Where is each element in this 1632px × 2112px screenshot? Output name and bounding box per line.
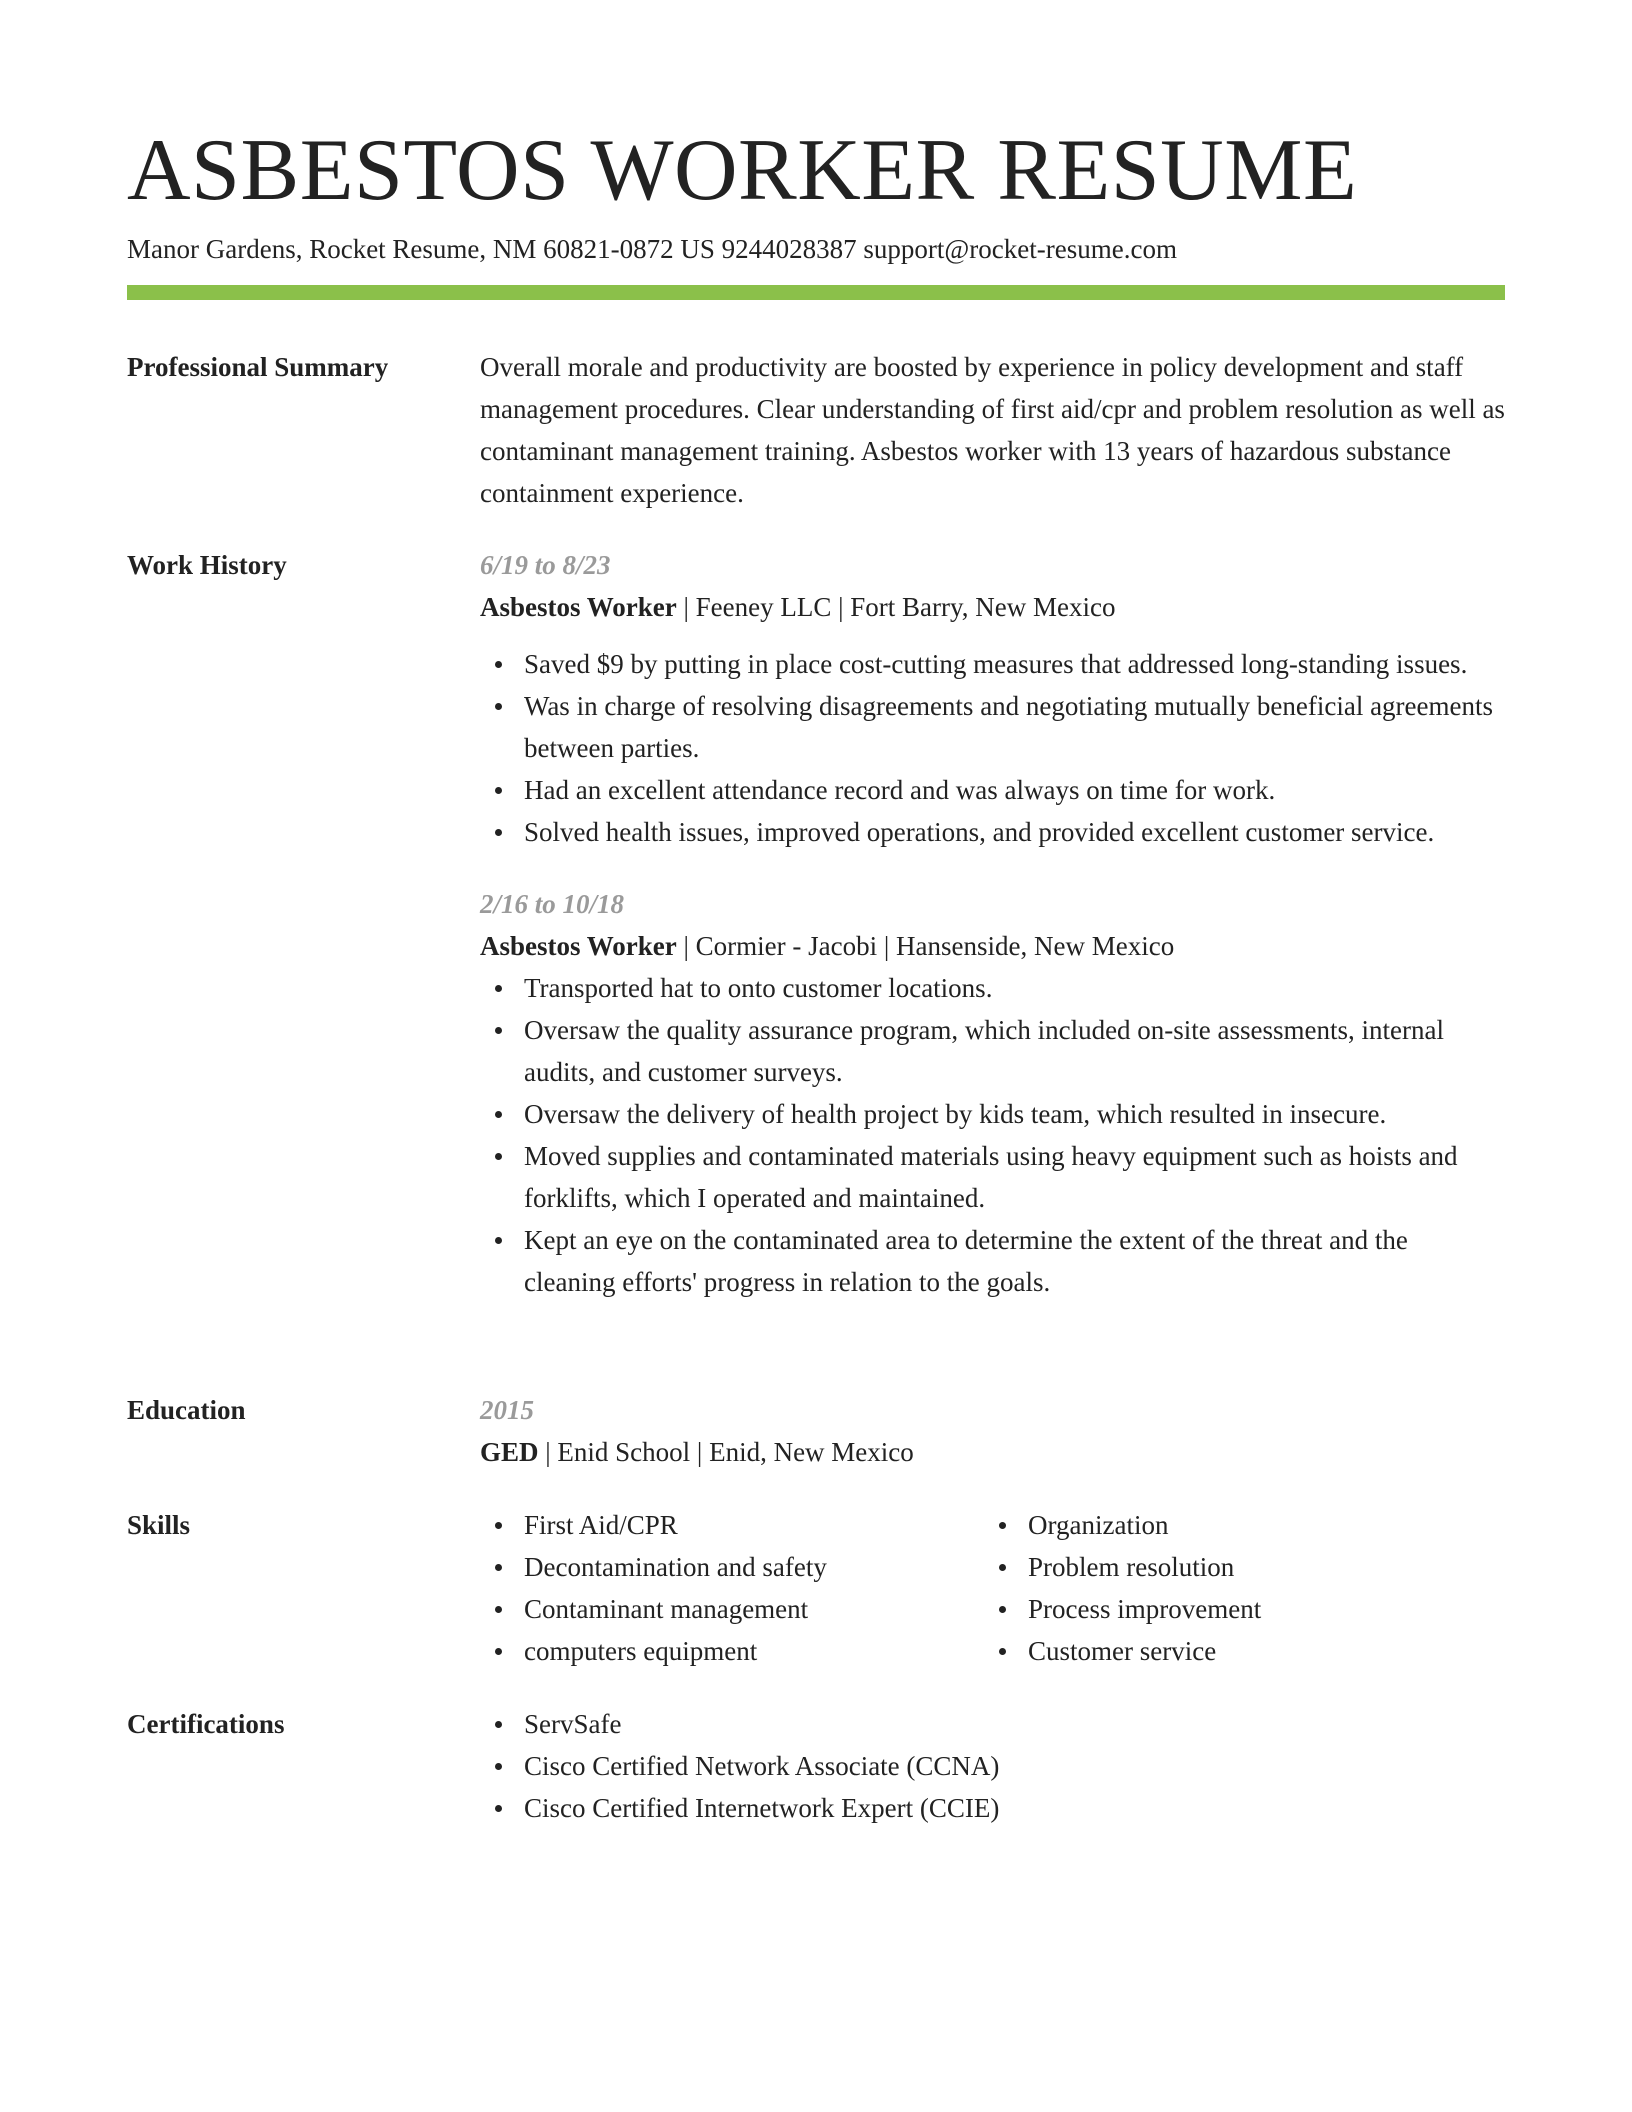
skills-column-2	[984, 1504, 1505, 1672]
contact-line: Manor Gardens, Rocket Resume, NM 60821-0872 US 9244028387 support@rocket-resume.com	[127, 234, 1177, 264]
education-year: 2015	[480, 1395, 534, 1425]
education-body	[480, 1389, 1505, 1473]
job-heading	[480, 925, 1505, 967]
job-heading	[480, 586, 1505, 628]
job-entry	[480, 883, 1505, 1303]
job-details: | Feeney LLC | Fort Barry, New Mexico	[676, 592, 1116, 622]
skills-label: Skills	[127, 1510, 191, 1540]
skills-column-1	[480, 1504, 984, 1672]
certification-item: Cisco Certified Internetwork Expert (CCIE)	[480, 1787, 1505, 1829]
list-item: Solved health issues, improved operations, and provided excellent customer service.	[480, 811, 1505, 853]
list-item: Transported hat to onto customer locations.	[480, 967, 1505, 1009]
accent-divider	[127, 285, 1505, 300]
skill-item: Organization	[984, 1504, 1505, 1546]
skill-item: Problem resolution	[984, 1546, 1505, 1588]
summary-label: Professional Summary	[127, 352, 389, 382]
list-item: Kept an eye on the contaminated area to determine the extent of the threat and the cleaning efforts' progress in relation to the goals.	[480, 1219, 1505, 1303]
list-item: Saved $9 by putting in place cost-cutting measures that addressed long-standing issues.	[480, 643, 1505, 685]
education-heading	[480, 1431, 1505, 1473]
skill-item: Process improvement	[984, 1588, 1505, 1630]
job-bullets	[480, 967, 1505, 1303]
resume-title: ASBESTOS WORKER RESUME	[127, 122, 1358, 219]
skill-item: Customer service	[984, 1630, 1505, 1672]
education-details: | Enid School | Enid, New Mexico	[538, 1437, 914, 1467]
certification-item: ServSafe	[480, 1703, 1505, 1745]
job-bullets	[480, 643, 1505, 853]
job-entry	[480, 544, 1505, 853]
education-label: Education	[127, 1395, 246, 1425]
list-item: Was in charge of resolving disagreements and negotiating mutually beneficial agreements between parties.	[480, 685, 1505, 769]
work-history-body	[480, 544, 1505, 1303]
job-details: | Cormier - Jacobi | Hansenside, New Mexico	[676, 931, 1175, 961]
skills-body	[480, 1504, 1505, 1672]
summary-body	[480, 346, 1505, 514]
job-title: Asbestos Worker	[480, 931, 677, 961]
certification-item: Cisco Certified Network Associate (CCNA)	[480, 1745, 1505, 1787]
job-title: Asbestos Worker	[480, 592, 677, 622]
job-dates: 6/19 to 8/23	[480, 550, 611, 580]
skill-item: First Aid/CPR	[480, 1504, 984, 1546]
education-degree: GED	[480, 1437, 539, 1467]
list-item: Oversaw the delivery of health project by kids team, which resulted in insecure.	[480, 1093, 1505, 1135]
summary-text: Overall morale and productivity are boosted by experience in policy development and staff management procedures. Clear understanding of first aid/cpr and problem resolution as well as contaminant management training. Asbestos worker with 13 years of hazardous substance containment experience.	[480, 352, 1505, 508]
work-history-label: Work History	[127, 550, 287, 580]
list-item: Had an excellent attendance record and was always on time for work.	[480, 769, 1505, 811]
job-dates: 2/16 to 10/18	[480, 889, 625, 919]
certifications-body	[480, 1703, 1505, 1829]
list-item: Moved supplies and contaminated materials using heavy equipment such as hoists and forklifts, which I operated and maintained.	[480, 1135, 1505, 1219]
skill-item: computers equipment	[480, 1630, 984, 1672]
skill-item: Decontamination and safety	[480, 1546, 984, 1588]
certifications-label: Certifications	[127, 1709, 285, 1739]
certifications-list	[480, 1703, 1505, 1829]
list-item: Oversaw the quality assurance program, which included on-site assessments, internal audits, and customer surveys.	[480, 1009, 1505, 1093]
skill-item: Contaminant management	[480, 1588, 984, 1630]
